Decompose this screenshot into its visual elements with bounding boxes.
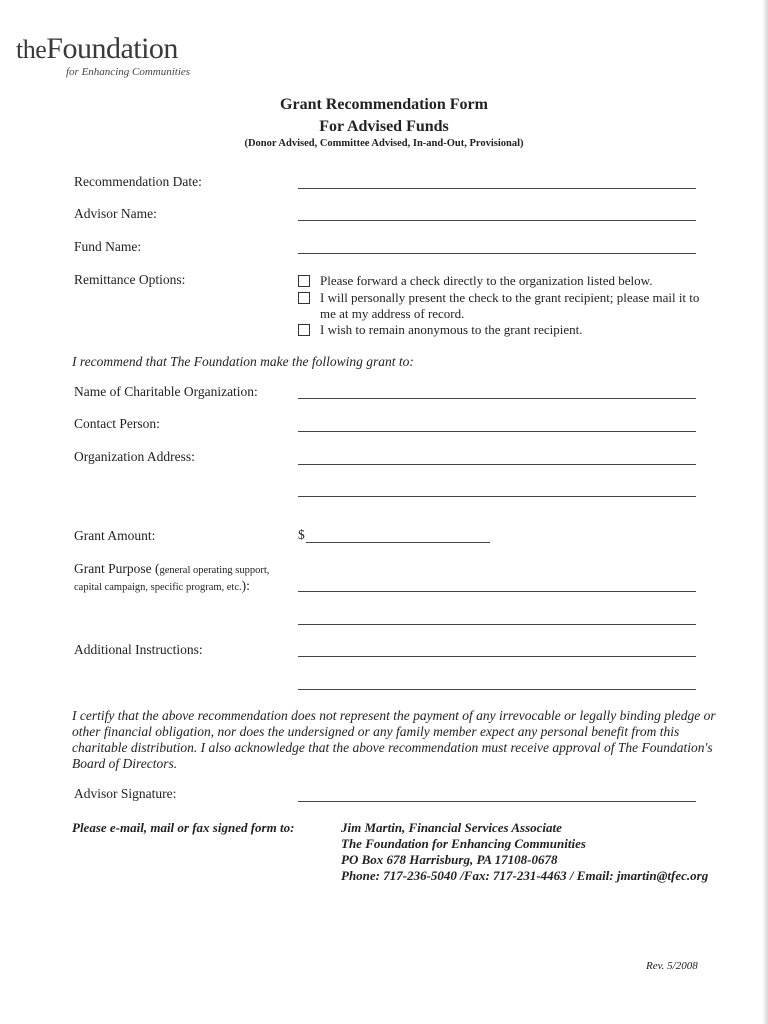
grant-purpose-label-cont: [74, 578, 250, 594]
form-title: Grant Recommendation Form: [280, 96, 488, 113]
grant-purpose-label: [74, 561, 269, 577]
remittance-option-1-text: Please forward a check directly to the organization listed below.: [320, 273, 653, 288]
additional-instructions-field-1[interactable]: [298, 656, 696, 657]
organization-address-label: Organization Address:: [74, 449, 195, 464]
contact-person-label: Contact Person:: [74, 416, 160, 431]
grant-purpose-note-2: capital campaign, specific program, etc.: [74, 582, 242, 593]
organization-name-label: Name of Charitable Organization:: [74, 384, 258, 399]
form-subtitle: For Advised Funds: [319, 118, 449, 135]
remittance-option-2[interactable]: [298, 290, 718, 322]
fund-name-label: Fund Name:: [74, 239, 142, 254]
contact-phone-email: Phone: 717-236-5040 /Fax: 717-231-4463 / Email: jmartin@tfec.org: [341, 868, 709, 883]
grant-purpose-note-1: general operating support,: [159, 565, 270, 576]
remittance-option-3[interactable]: [298, 322, 718, 338]
grant-amount-label: Grant Amount:: [74, 528, 156, 543]
contact-person-field[interactable]: [298, 431, 696, 432]
advisor-signature-label: Advisor Signature:: [74, 786, 177, 801]
recommendation-date-label: Recommendation Date:: [74, 174, 202, 189]
advisor-signature-field[interactable]: [298, 801, 696, 802]
recommend-intro: I recommend that The Foundation make the following grant to:: [72, 354, 414, 369]
organization-address-field-1[interactable]: [298, 464, 696, 465]
fund-name-field[interactable]: [298, 253, 696, 254]
revision-date: Rev. 5/2008: [646, 960, 698, 972]
remittance-options-label: Remittance Options:: [74, 272, 186, 287]
checkbox[interactable]: [298, 275, 310, 287]
contact-name: Jim Martin, Financial Services Associate: [341, 820, 562, 835]
fund-types: (Donor Advised, Committee Advised, In-and-Out, Provisional): [244, 138, 524, 149]
checkbox[interactable]: [298, 292, 310, 304]
logo-foundation: Foundation: [46, 32, 178, 65]
certification-statement: I certify that the above recommendation does not represent the payment of any irrevocable or legally binding pledge or other financial obligation, nor does the undersigned or any family member expect any personal benefit from this charitable distribution. I also acknowledge that the above recommendation must receive approval of The Foundation's Board of Directors.: [72, 708, 716, 771]
advisor-name-field[interactable]: [298, 220, 696, 221]
organization-name-field[interactable]: [298, 398, 696, 399]
additional-instructions-field-2[interactable]: [298, 689, 696, 690]
remittance-option-2-text: I will personally present the check to the grant recipient; please mail it to me at my address of record.: [320, 290, 700, 321]
logo-the: the: [16, 35, 47, 64]
remittance-option-1[interactable]: [298, 273, 718, 289]
logo-tagline: for Enhancing Communities: [66, 66, 191, 78]
additional-instructions-label: Additional Instructions:: [74, 642, 203, 657]
currency-symbol: $: [298, 527, 305, 542]
page-edge-shadow: [762, 0, 768, 1024]
foundation-logo: [16, 34, 190, 78]
send-to-label: Please e-mail, mail or fax signed form to:: [72, 820, 295, 835]
grant-purpose-end: ):: [241, 578, 250, 593]
grant-purpose-field-2[interactable]: [298, 624, 696, 625]
organization-address-field-2[interactable]: [298, 496, 696, 497]
contact-organization: The Foundation for Enhancing Communities: [341, 836, 586, 851]
advisor-name-label: Advisor Name:: [74, 206, 157, 221]
recommendation-date-field[interactable]: [298, 188, 696, 189]
grant-purpose-text: Grant Purpose (: [74, 561, 160, 576]
checkbox[interactable]: [298, 324, 310, 336]
contact-block: [341, 820, 708, 884]
grant-purpose-field-1[interactable]: [298, 591, 696, 592]
remittance-option-3-text: I wish to remain anonymous to the grant recipient.: [320, 322, 583, 337]
contact-address: PO Box 678 Harrisburg, PA 17108-0678: [341, 852, 558, 867]
grant-amount-field[interactable]: [306, 542, 490, 543]
